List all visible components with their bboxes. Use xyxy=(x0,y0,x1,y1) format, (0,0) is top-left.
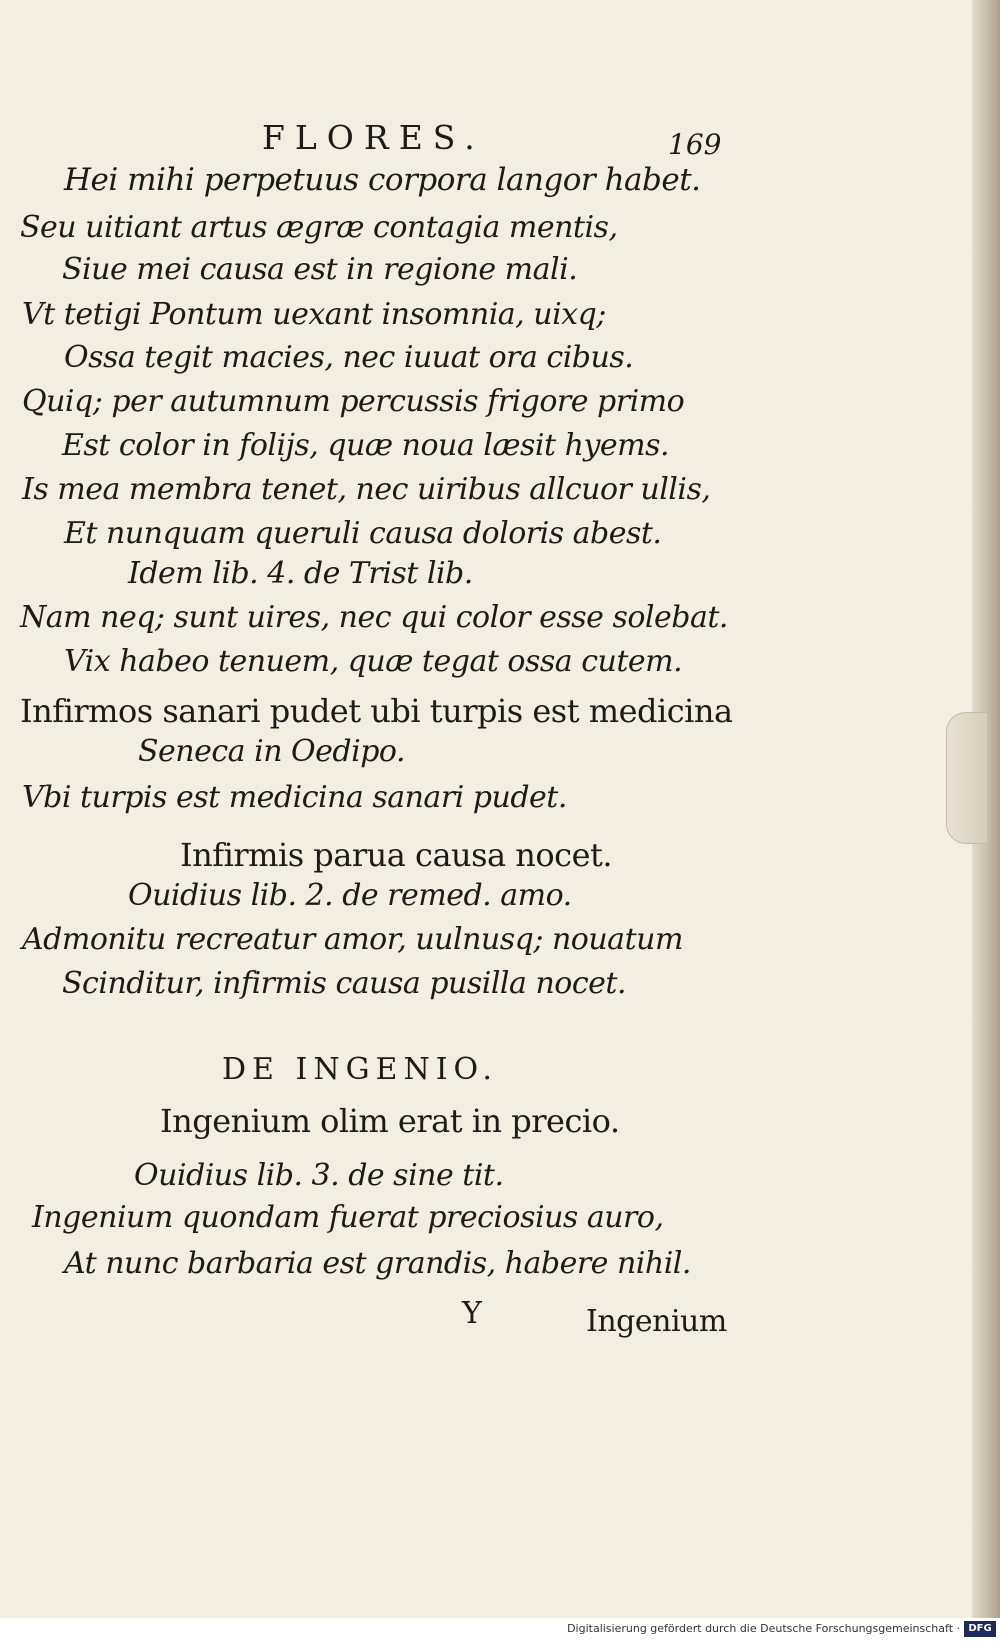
text-line: Est color in folijs, quæ noua læsit hyems. xyxy=(62,428,670,463)
text-line: Infirmis parua causa nocet. xyxy=(180,836,613,874)
signature-mark: Y xyxy=(462,1296,482,1331)
text-line: Vix habeo tenuem, quæ tegat ossa cutem. xyxy=(64,644,683,679)
page-tab xyxy=(946,712,987,844)
text-line: Ouidius lib. 3. de sine tit. xyxy=(134,1158,504,1193)
text-line: Is mea membra tenet, nec uiribus allcuor ullis, xyxy=(22,472,711,507)
text-line: Scinditur, infirmis causa pusilla nocet. xyxy=(62,966,626,1001)
text-line: Et nunquam queruli causa doloris abest. xyxy=(64,516,662,551)
dfg-logo: DFG xyxy=(964,1621,996,1637)
text-line: Quiq; per autumnum percussis frigore primo xyxy=(22,384,685,419)
text-line: Seu uitiant artus ægræ contagia mentis, xyxy=(20,210,618,245)
catchword: Ingenium xyxy=(586,1304,727,1339)
text-line: At nunc barbaria est grandis, habere nihil. xyxy=(64,1246,691,1281)
footer-credit: Digitalisierung gefördert durch die Deutsche Forschungsgemeinschaft · xyxy=(567,1622,960,1635)
text-line: Siue mei causa est in regione mali. xyxy=(62,252,578,287)
footer-bar xyxy=(0,1618,1000,1642)
text-line: Ouidius lib. 2. de remed. amo. xyxy=(128,878,572,913)
page-number: 169 xyxy=(668,128,722,161)
text-line: Nam neq; sunt uires, nec qui color esse solebat. xyxy=(20,600,728,635)
text-line: Idem lib. 4. de Trist lib. xyxy=(128,556,473,591)
text-line: Hei mihi perpetuus corpora langor habet. xyxy=(64,162,701,198)
text-line: Vbi turpis est medicina sanari pudet. xyxy=(22,780,567,815)
running-header: FLORES. xyxy=(262,118,485,157)
text-line: Ingenium olim erat in precio. xyxy=(160,1102,620,1140)
text-line: Seneca in Oedipo. xyxy=(138,734,405,769)
text-line: Infirmos sanari pudet ubi turpis est medicina xyxy=(20,692,733,730)
text-line: Ingenium quondam fuerat preciosius auro, xyxy=(32,1200,664,1235)
section-heading: DE INGENIO. xyxy=(222,1052,498,1087)
text-line: Admonitu recreatur amor, uulnusq; nouatum xyxy=(22,922,683,957)
text-line: Ossa tegit macies, nec iuuat ora cibus. xyxy=(64,340,634,375)
text-line: Vt tetigi Pontum uexant insomnia, uixq; xyxy=(22,297,606,332)
